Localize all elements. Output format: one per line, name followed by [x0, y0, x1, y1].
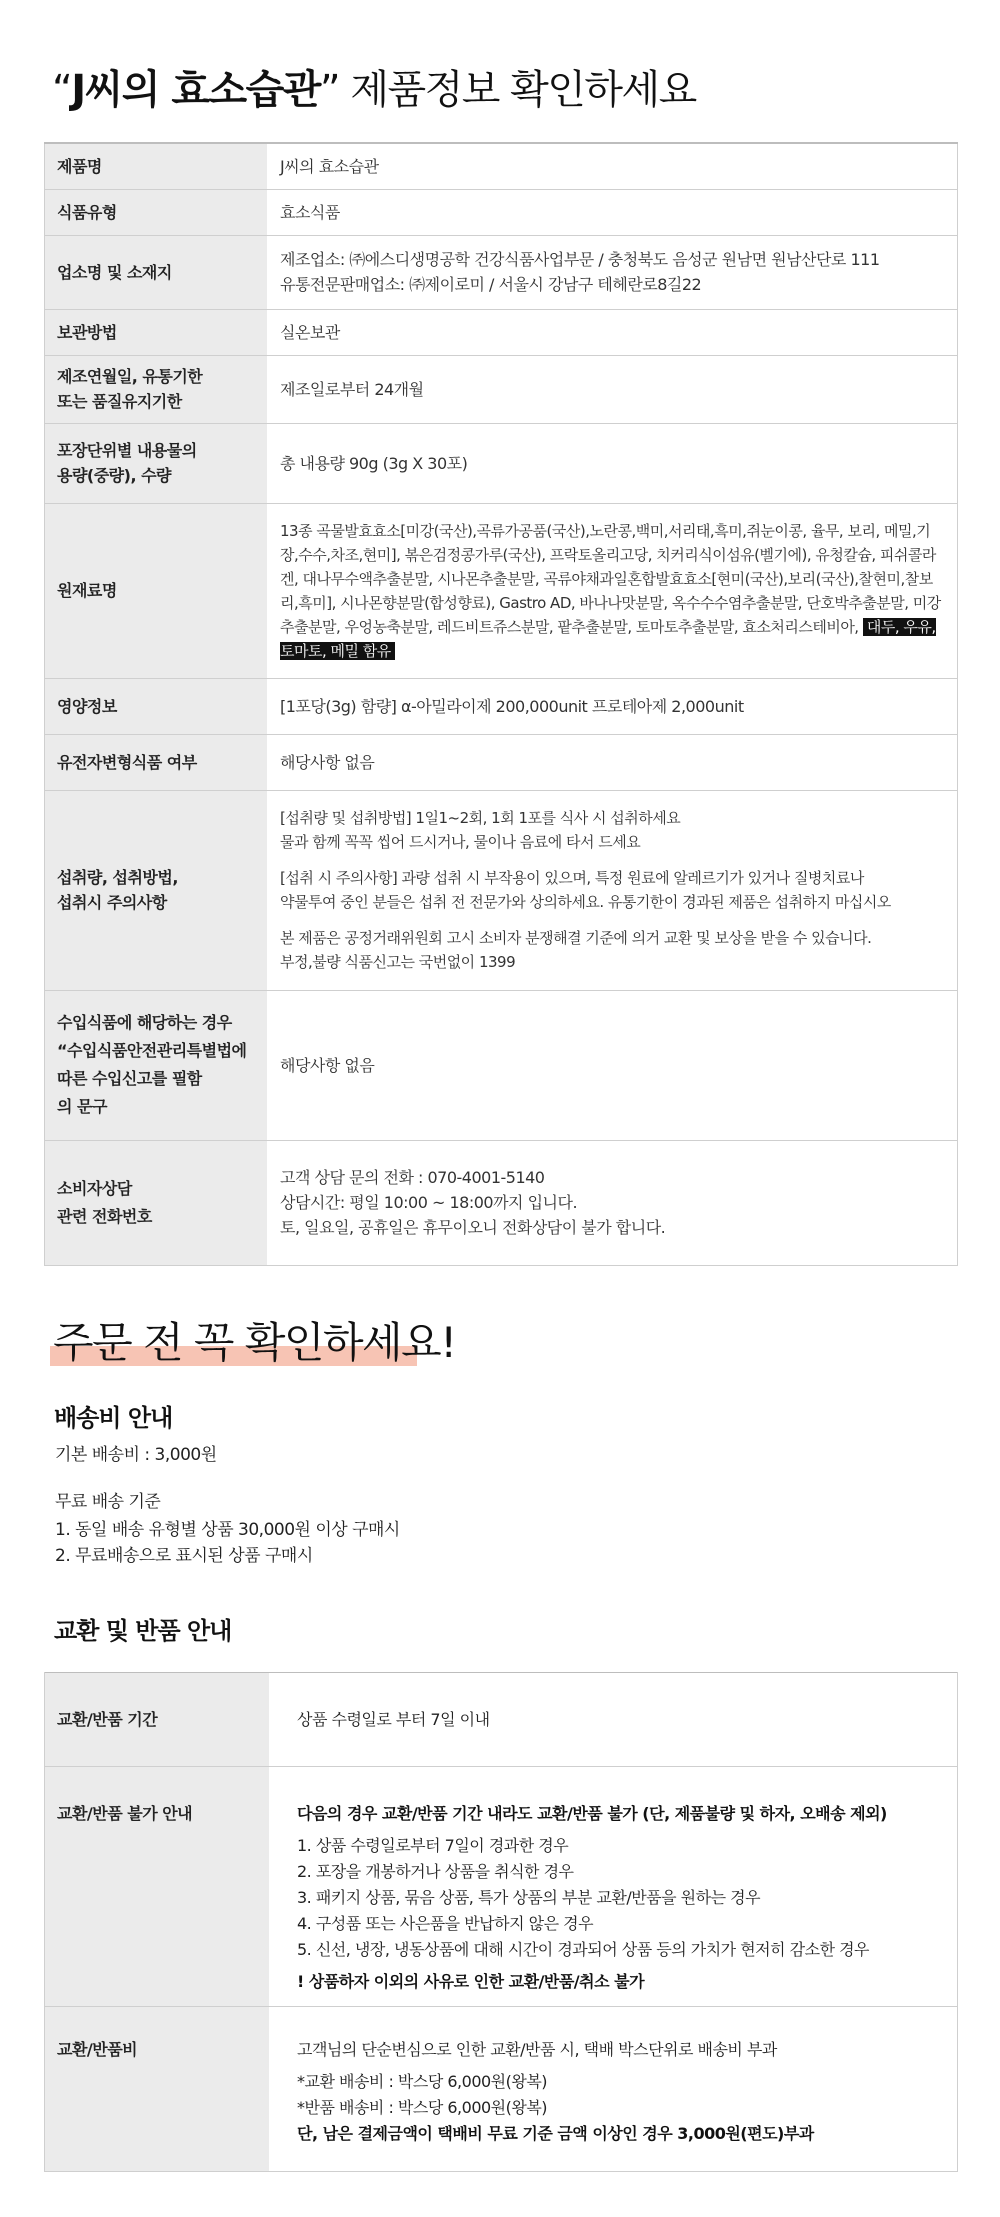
info-value: 효소식품 [267, 189, 958, 235]
exchange-row-fee [45, 2007, 958, 2172]
exchange-row-restrictions [45, 1767, 958, 2007]
label-line: 포장단위별 내용물의 [57, 441, 197, 460]
shipping-base-fee: 기본 배송비 : 3,000원 [55, 1445, 217, 1465]
label-line: 제조연월일, 유통기한 [57, 367, 203, 386]
info-label: 업소명 및 소재지 [45, 235, 268, 309]
label-line: “수입식품안전관리특별법에 [57, 1041, 247, 1060]
exchange-value [269, 2007, 958, 2172]
caution-line: 약물투여 중인 분들은 섭취 전 전문가와 상의하세요. 유통기한이 경과된 제품은 섭취하지 마십시오 [280, 893, 891, 911]
exchange-label: 교환/반품비 [45, 2007, 270, 2172]
label-line: 섭취시 주의사항 [57, 893, 167, 912]
ingredients-text: 13종 곡물발효효소[미강(국산),곡류가공품(국산),노란콩,백미,서리태,흑미,쥐눈이콩, 율무, 보리, 메밀,기장,수수,차조,현미], 볶은검정콩가루(국산), 프락토올리고당, 치커리식이섬유(벨기에), 유청칼슘, 피쉬콜라겐, 대나무수액추출분말, 시나몬추출분말, 곡류야채과일혼합발효효소[현미(국산),보리(국산),찰현미,찰보리,흑미], 시나몬향분말(합성향료), Gastro AD, 바나나맛분말, 옥수수수염추출분말, 단호박추출분말, 미강추출분말, 우엉농축분말, 레드비트쥬스분말, 팥추출분말, 토마토추출분말, 효소처리스테비아, [280, 521, 941, 636]
product-info-table [44, 142, 958, 1266]
info-value: [1포당(3g) 함량] α-아밀라이제 200,000unit 프로테아제 2,000unit [267, 678, 958, 734]
info-label [45, 355, 268, 423]
exchange-value [269, 1767, 958, 2007]
label-line: 섭취량, 섭취방법, [57, 868, 178, 887]
contact-holiday: 토, 일요일, 공휴일은 휴무이오니 전화상담이 불가 합니다. [280, 1218, 666, 1237]
info-label: 제품명 [45, 143, 268, 189]
info-label: 식품유형 [45, 189, 268, 235]
info-row-import [45, 990, 958, 1140]
info-value: 실온보관 [267, 309, 958, 355]
list-item: 2. 무료배송으로 표시된 상품 구매시 [55, 1546, 313, 1566]
exchange-label: 교환/반품 불가 안내 [45, 1767, 270, 2007]
exchange-row-period [45, 1673, 958, 1767]
intake-line: 물과 함께 꼭꼭 씹어 드시거나, 물이나 음료에 타서 드세요 [280, 833, 641, 851]
caution-line: [섭취 시 주의사항] 과량 섭취 시 부작용이 있으며, 특정 원료에 알레르기가 있거나 질병치료나 [280, 869, 864, 887]
title-open-quote: “ [52, 67, 72, 113]
distributor-line: 유통전문판매업소: ㈜제이로미 / 서울시 강남구 테헤란로8길22 [280, 275, 702, 294]
info-value: J씨의 효소습관 [267, 143, 958, 189]
info-label [45, 790, 268, 990]
title-close-quote: ” [319, 67, 340, 113]
order-heading: 주문 전 꼭 확인하세요! [53, 1318, 456, 1367]
fee-intro: 고객님의 단순변심으로 인한 교환/반품 시, 택배 박스단위로 배송비 부과 [297, 2040, 777, 2059]
exchange-label: 교환/반품 기간 [45, 1673, 270, 1767]
free-shipping-heading: 무료 배송 기준 [55, 1492, 161, 1512]
info-value [267, 235, 958, 309]
fee-exchange: *교환 배송비 : 박스당 6,000원(왕복) [297, 2072, 548, 2091]
label-line: 또는 품질유지기한 [57, 392, 182, 411]
info-row-ingredients [45, 503, 958, 678]
info-row-expiry [45, 355, 958, 423]
info-label: 유전자변형식품 여부 [45, 734, 268, 790]
shipping-heading: 배송비 안내 [54, 1404, 173, 1432]
info-row-storage [45, 309, 958, 355]
info-value: 해당사항 없음 [267, 734, 958, 790]
info-value [267, 503, 958, 678]
restrictions-list [297, 1833, 929, 1963]
info-value: 제조일로부터 24개월 [267, 355, 958, 423]
fee-note: 단, 남은 결제금액이 택배비 무료 기준 금액 이상인 경우 3,000원(편도)부과 [297, 2124, 814, 2143]
allergen-badge: 대두, 우유, 토마토, 메밀 함유 [280, 617, 936, 660]
info-label [45, 423, 268, 503]
label-line: 관련 전화번호 [57, 1206, 152, 1226]
info-label: 영양정보 [45, 678, 268, 734]
list-item: 1. 동일 배송 유형별 상품 30,000원 이상 구매시 [55, 1520, 400, 1540]
info-row-gmo [45, 734, 958, 790]
label-line: 따른 수입신고를 필함 [57, 1069, 202, 1088]
info-value [267, 790, 958, 990]
intake-line: [섭취량 및 섭취방법] 1일1~2회, 1회 1포를 식사 시 섭취하세요 [280, 809, 681, 827]
label-line: 용량(중량), 수량 [57, 466, 172, 485]
info-row-manufacturer [45, 235, 958, 309]
fee-return: *반품 배송비 : 박스당 6,000원(왕복) [297, 2098, 548, 2117]
label-line: 의 문구 [57, 1097, 107, 1116]
info-label: 보관방법 [45, 309, 268, 355]
info-row-volume [45, 423, 958, 503]
free-shipping-list [55, 1517, 400, 1569]
list-item: 1. 상품 수령일로부터 7일이 경과한 경우 [297, 1836, 569, 1855]
info-value: 총 내용량 90g (3g X 30포) [267, 423, 958, 503]
label-line: 수입식품에 해당하는 경우 [57, 1013, 232, 1032]
list-item: 3. 패키지 상품, 묶음 상품, 특가 상품의 부분 교환/반품을 원하는 경우 [297, 1888, 761, 1907]
info-row-nutrition [45, 678, 958, 734]
info-row-product-name [45, 143, 958, 189]
restrictions-intro: 다음의 경우 교환/반품 기간 내라도 교환/반품 불가 (단, 제품불량 및 하자, 오배송 제외) [297, 1804, 887, 1823]
info-label: 원재료명 [45, 503, 268, 678]
info-label [45, 1140, 268, 1265]
contact-phone: 고객 상담 문의 전화 : 070-4001-5140 [280, 1168, 545, 1187]
manufacturer-line: 제조업소: ㈜에스디생명공학 건강식품사업부문 / 충청북도 음성군 원남면 원남산단로 111 [280, 250, 880, 269]
list-item: 5. 신선, 냉장, 냉동상품에 대해 시간이 경과되어 상품 등의 가치가 현저히 감소한 경우 [297, 1940, 870, 1959]
notice-line: 부정,불량 식품신고는 국번없이 1399 [280, 953, 516, 971]
title-brand: J씨의 효소습관 [71, 67, 320, 113]
contact-hours: 상담시간: 평일 10:00 ~ 18:00까지 입니다. [280, 1193, 578, 1212]
info-value [267, 1140, 958, 1265]
list-item: 2. 포장을 개봉하거나 상품을 취식한 경우 [297, 1862, 574, 1881]
info-row-intake [45, 790, 958, 990]
exchange-heading: 교환 및 반품 안내 [54, 1617, 232, 1645]
title-rest: 제품정보 확인하세요 [339, 67, 696, 113]
notice-line: 본 제품은 공정거래위원회 고시 소비자 분쟁해결 기준에 의거 교환 및 보상을 받을 수 있습니다. [280, 929, 872, 947]
label-line: 소비자상담 [57, 1178, 132, 1198]
info-label [45, 990, 268, 1140]
info-value: 해당사항 없음 [267, 990, 958, 1140]
exchange-value: 상품 수령일로 부터 7일 이내 [269, 1673, 958, 1767]
page-title [52, 58, 696, 115]
restrictions-note: ! 상품하자 이외의 사유로 인한 교환/반품/취소 불가 [297, 1972, 645, 1991]
list-item: 4. 구성품 또는 사은품을 반납하지 않은 경우 [297, 1914, 594, 1933]
exchange-table [44, 1672, 958, 2172]
info-row-food-type [45, 189, 958, 235]
info-row-contact [45, 1140, 958, 1265]
